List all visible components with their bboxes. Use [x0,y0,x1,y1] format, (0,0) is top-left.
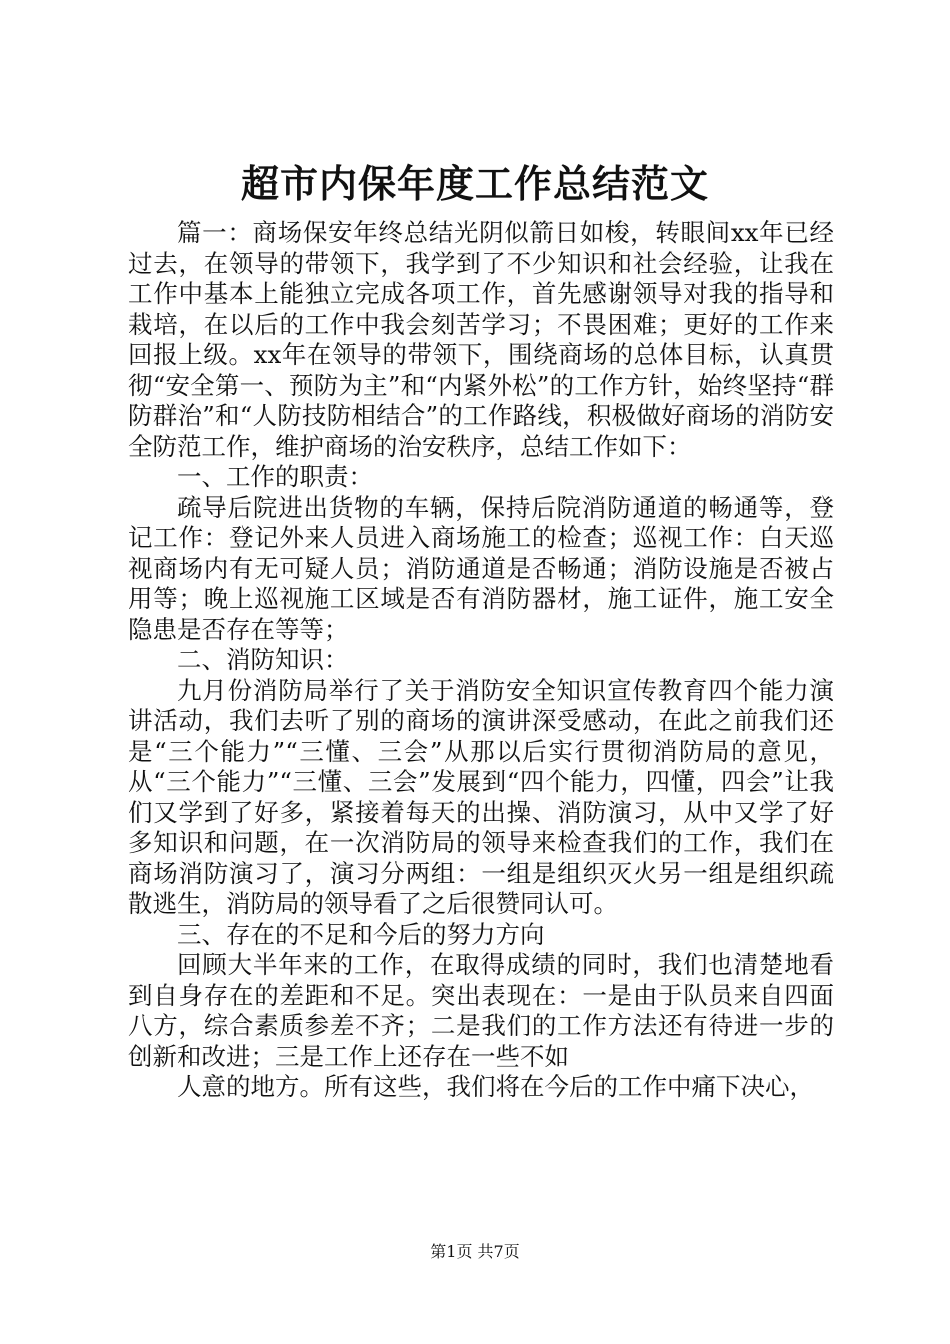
document-body [128,218,834,1103]
page-number-footer: 第1页 共7页 [430,1242,520,1261]
paragraph-fire-knowledge: 九月份消防局举行了关于消防安全知识宣传教育四个能力演讲活动，我们去听了别的商场的演讲深受感动，在此之前我们还是“三个能力”“三懂、三会”从那以后实行贯彻消防局的意见，从“三个能力”“三懂、三会”发展到“四个能力，四懂，四会”让我们又学到了好多，紧接着每天的出操、消防演习，从中又学了好多知识和问题，在一次消防局的领导来检查我们的工作，我们在商场消防演习了，演习分两组：一组是组织灭火另一组是组织疏散逃生，消防局的领导看了之后很赞同认可。 [128,675,834,918]
paragraph-intro: 篇一：商场保安年终总结光阴似箭日如梭，转眼间xx年已经过去，在领导的带领下，我学到了不少知识和社会经验，让我在工作中基本上能独立完成各项工作，首先感谢领导对我的指导和栽培，在以后的工作中我会刻苦学习；不畏困难；更好的工作来回报上级。xx年在领导的带领下，围绕商场的总体目标，认真贯彻“安全第一、预防为主”和“内紧外松”的工作方针，始终坚持“群防群治”和“人防技防相结合”的工作路线，积极做好商场的消防安全防范工作，维护商场的治安秩序，总结工作如下： [128,218,834,461]
paragraph-duties: 疏导后院进出货物的车辆，保持后院消防通道的畅通等，登记工作：登记外来人员进入商场施工的检查；巡视工作：白天巡视商场内有无可疑人员；消防通道是否畅通；消防设施是否被占用等；晚上巡视施工区域是否有消防器材，施工证件，施工安全隐患是否存在等等； [128,492,834,644]
section-heading-duties: 一、工作的职责： [177,462,373,491]
paragraph-shortcomings: 回顾大半年来的工作，在取得成绩的同时，我们也清楚地看到自身存在的差距和不足。突出表现在：一是由于队员来自四面八方，综合素质参差不齐；二是我们的工作方法还有待进一步的创新和改进；三是工作上还存在一些不如 [128,950,834,1071]
paragraph-continuation: 人意的地方。所有这些，我们将在今后的工作中痛下决心， [177,1072,814,1101]
section-heading-shortcomings: 三、存在的不足和今后的努力方向 [177,919,545,949]
document-title: 超市内保年度工作总结范文 [240,161,709,206]
section-heading-fire-knowledge: 二、消防知识： [177,645,349,674]
